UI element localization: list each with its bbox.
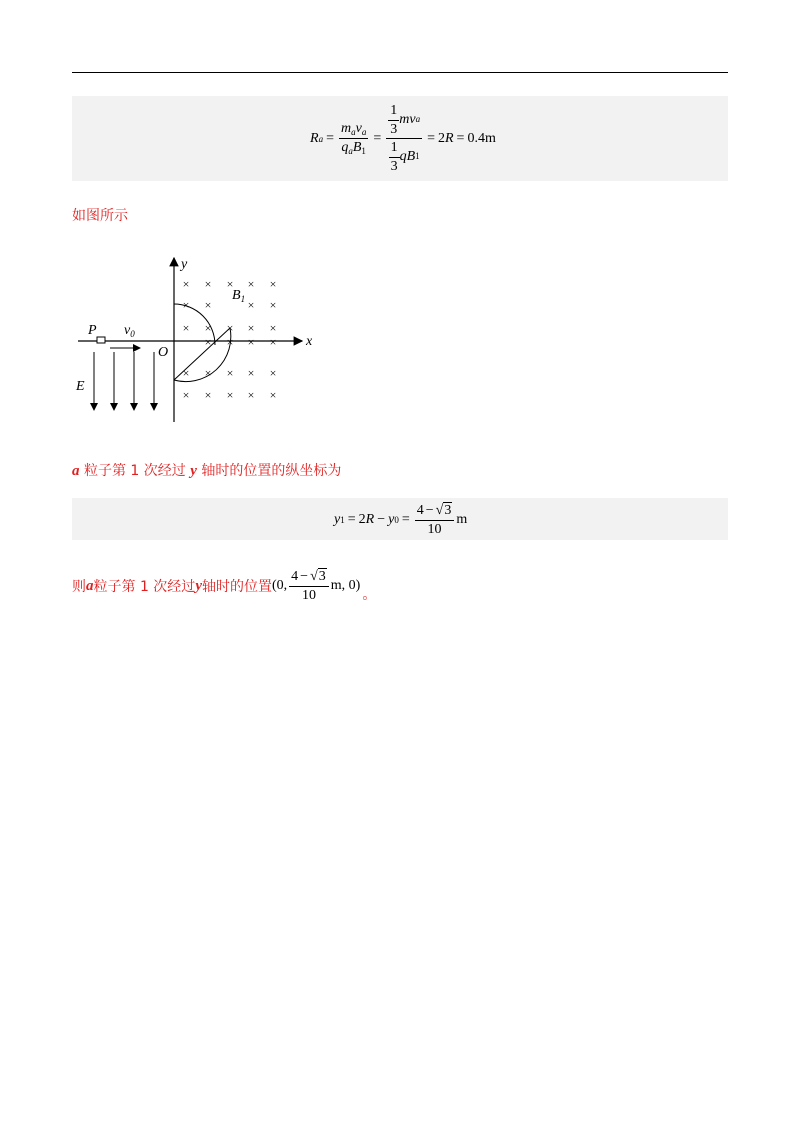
cross-mark: × <box>182 321 190 335</box>
eq-symbol: y <box>334 512 341 527</box>
eq-equals: = <box>326 130 334 146</box>
eq-subscript: a <box>415 114 421 125</box>
fraction-mv-over-qB <box>339 120 368 158</box>
cross-mark: × <box>182 277 190 291</box>
eq-symbol: v <box>409 112 416 128</box>
particle-box <box>97 337 105 343</box>
eq-symbol: R <box>310 130 319 146</box>
cross-mark: × <box>247 335 255 349</box>
eq-value: 0.4m <box>467 130 496 146</box>
cross-mark: × <box>247 277 255 291</box>
eq-minus: − <box>377 512 386 527</box>
caption-y-coordinate <box>72 460 341 480</box>
eq-number: 4 <box>291 569 299 584</box>
eq-symbol: B <box>406 149 416 165</box>
cross-mark: × <box>204 321 212 335</box>
caption-as-shown: 如图所示 <box>72 208 128 224</box>
eq-number: 4 <box>416 503 424 518</box>
text-segment: 粒子第 1 次经过 <box>93 579 196 595</box>
cross-mark: × <box>182 388 190 402</box>
label-v0: $v_0$ <box>124 323 135 339</box>
cross-mark: × <box>226 335 234 349</box>
eq-equals: = <box>373 130 382 146</box>
cross-mark: × <box>247 321 255 335</box>
eq-symbol: m <box>340 120 352 136</box>
eq-subscript: 1 <box>340 515 345 525</box>
eq-symbol: R <box>365 512 375 527</box>
fraction-result <box>415 502 455 538</box>
sqrt-sign: √ <box>310 569 318 584</box>
eq-number: 1 <box>389 139 400 158</box>
cross-mark: × <box>182 366 190 380</box>
symbol-a: a <box>86 577 94 594</box>
text-segment: 则 <box>72 579 86 595</box>
eq-number: 10 <box>427 521 442 537</box>
cross-mark: × <box>269 277 277 291</box>
eq-symbol: m <box>399 112 410 128</box>
cross-mark: × <box>269 321 277 335</box>
symbol-a: a <box>72 463 80 479</box>
fraction-complex <box>386 102 422 175</box>
text-segment: 粒子第 1 次经过 <box>79 463 191 479</box>
eq-equals: = <box>401 512 410 527</box>
caption-position <box>72 568 376 604</box>
eq-symbol: q <box>399 149 407 165</box>
cross-mark: × <box>204 335 212 349</box>
eq-number: 2 <box>358 512 366 527</box>
cross-mark: × <box>226 321 234 335</box>
eq-equals: = <box>456 130 465 146</box>
equation-radius <box>310 102 496 175</box>
eq-symbol: q <box>341 140 349 155</box>
eq-number: 2 <box>437 130 445 146</box>
cross-mark: × <box>247 388 255 402</box>
eq-subscript: a <box>361 126 367 137</box>
eq-subscript: a <box>351 126 356 137</box>
eq-symbol: B <box>352 140 362 155</box>
eq-paren: m, 0) <box>330 578 361 593</box>
cross-mark: × <box>204 298 212 312</box>
cross-mark: × <box>204 366 212 380</box>
cross-mark: × <box>226 366 234 380</box>
eq-minus: − <box>425 503 434 518</box>
label-origin: O <box>158 345 169 360</box>
eq-subscript: 0 <box>394 515 399 525</box>
cross-mark: × <box>247 298 255 312</box>
equation-box-y1 <box>72 498 728 540</box>
label-B1: $B_1$ <box>232 288 246 304</box>
eq-subscript: 1 <box>361 146 366 156</box>
magnetic-field-crosses <box>183 277 277 402</box>
cross-mark: × <box>269 335 277 349</box>
eq-equals: = <box>427 130 435 146</box>
sqrt-sign: √ <box>435 503 444 518</box>
symbol-y: y <box>190 463 197 479</box>
equation-box-radius <box>72 96 728 181</box>
cross-mark: × <box>269 298 277 312</box>
header-rule <box>72 72 728 73</box>
eq-number: 10 <box>301 587 316 603</box>
eq-symbol: R <box>444 130 454 146</box>
symbol-y: y <box>195 577 202 594</box>
eq-paren: (0, <box>271 578 288 593</box>
eq-number: 3 <box>390 158 398 174</box>
eq-symbol: y <box>388 512 395 527</box>
cross-mark: × <box>182 298 190 312</box>
eq-subscript: a <box>318 133 324 144</box>
eq-unit: m <box>456 512 468 527</box>
label-x: x <box>306 334 313 349</box>
position-expression <box>272 568 360 604</box>
eq-subscript: 1 <box>415 151 420 162</box>
eq-number: 3 <box>390 121 398 137</box>
eq-number: 1 <box>388 102 399 121</box>
cross-mark: × <box>226 277 234 291</box>
eq-subscript: a <box>348 146 353 156</box>
label-y: y <box>181 257 188 272</box>
fraction-position <box>289 568 329 604</box>
label-E: E <box>76 379 85 394</box>
cross-mark: × <box>204 277 212 291</box>
text-segment: 轴时的位置 <box>201 579 272 595</box>
equation-y1 <box>334 502 467 538</box>
cross-mark: × <box>269 388 277 402</box>
cross-mark: × <box>226 388 234 402</box>
text-period: 。 <box>362 587 377 603</box>
eq-number: 3 <box>318 569 326 584</box>
cross-mark: × <box>204 388 212 402</box>
cross-mark: × <box>247 366 255 380</box>
eq-number: 3 <box>444 503 452 518</box>
eq-minus: − <box>300 569 309 584</box>
label-P: P <box>88 323 97 338</box>
physics-diagram <box>74 252 324 427</box>
eq-symbol: v <box>355 120 362 136</box>
cross-mark: × <box>269 366 277 380</box>
text-segment: 轴时的位置的纵坐标为 <box>196 463 342 479</box>
eq-equals: = <box>347 512 356 527</box>
